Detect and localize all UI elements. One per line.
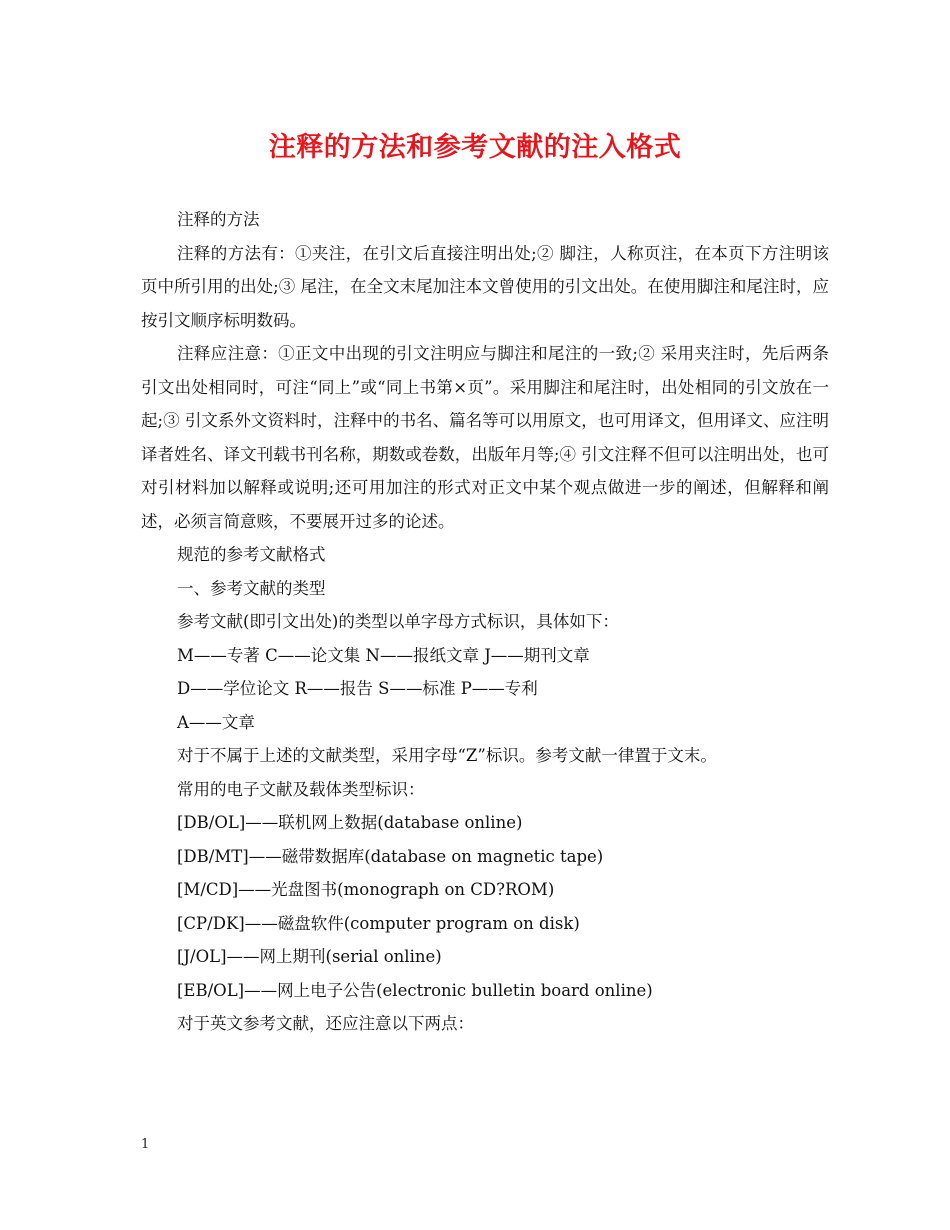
electronic-type-db-ol: [DB/OL]——联机网上数据(database online)	[177, 813, 523, 832]
reference-type-line-1: M——专著 C——论文集 N——报纸文章 J——期刊文章	[177, 645, 590, 665]
paragraph-english-references-intro: 对于英文参考文献，还应注意以下两点：	[177, 1014, 474, 1033]
document-title: 注释的方法和参考文献的注入格式	[268, 132, 682, 163]
paragraph-heading-reference-types: 一、参考文献的类型	[177, 578, 326, 598]
electronic-type-m-cd: [M/CD]——光盘图书(monograph on CD?ROM)	[177, 880, 555, 899]
electronic-type-j-ol: [J/OL]——网上期刊(serial online)	[177, 947, 442, 966]
paragraph-other-type: 对于不属于上述的文献类型，采用字母“Z”标识。参考文献一律置于文末。	[177, 746, 717, 765]
page-number: 1	[141, 1137, 150, 1152]
electronic-type-db-mt: [DB/MT]——磁带数据库(database on magnetic tape)	[177, 846, 604, 866]
paragraph-annotation-notes: 注释应注意：①正文中出现的引文注明应与脚注和尾注的一致;② 采用夹注时，先后两条引文出处相同时，可注“同上”或“同上书第×页”。采用脚注和尾注时，出处相同的引文放在一起;③ 引文系外文资料时，注释中的书名、篇名等可以用原文，也可用译文，但用译文、应注明译者姓名、译文刊载书刊名称，期数或卷数，出版年月等;④ 引文注释不但可以注明出处，也可对引材料加以解释或说明;还可用加注的形式对正文中某个观点做进一步的阐述，但解释和阐述，必须言简意赅，不要展开过多的论述。	[141, 344, 829, 531]
paragraph-heading-annotation-methods: 注释的方法	[177, 210, 260, 229]
reference-type-line-2: D——学位论文 R——报告 S——标准 P——专利	[177, 679, 538, 698]
paragraph-electronic-types-intro: 常用的电子文献及载体类型标识：	[177, 779, 425, 799]
document-body	[141, 203, 829, 1041]
electronic-type-eb-ol: [EB/OL]——网上电子公告(electronic bulletin board online)	[177, 980, 653, 1000]
paragraph-reference-type-intro: 参考文献(即引文出处)的类型以单字母方式标识，具体如下：	[177, 612, 619, 631]
electronic-type-cp-dk: [CP/DK]——磁盘软件(computer program on disk)	[177, 913, 580, 933]
paragraph-heading-reference-format: 规范的参考文献格式	[177, 545, 326, 564]
paragraph-annotation-methods: 注释的方法有：①夹注，在引文后直接注明出处;② 脚注，人称页注，在本页下方注明该页中所引用的出处;③ 尾注，在全文末尾加注本文曾使用的引文出处。在使用脚注和尾注时，应按引文顺序标明数码。	[141, 243, 829, 330]
reference-type-line-3: A——文章	[177, 712, 255, 732]
